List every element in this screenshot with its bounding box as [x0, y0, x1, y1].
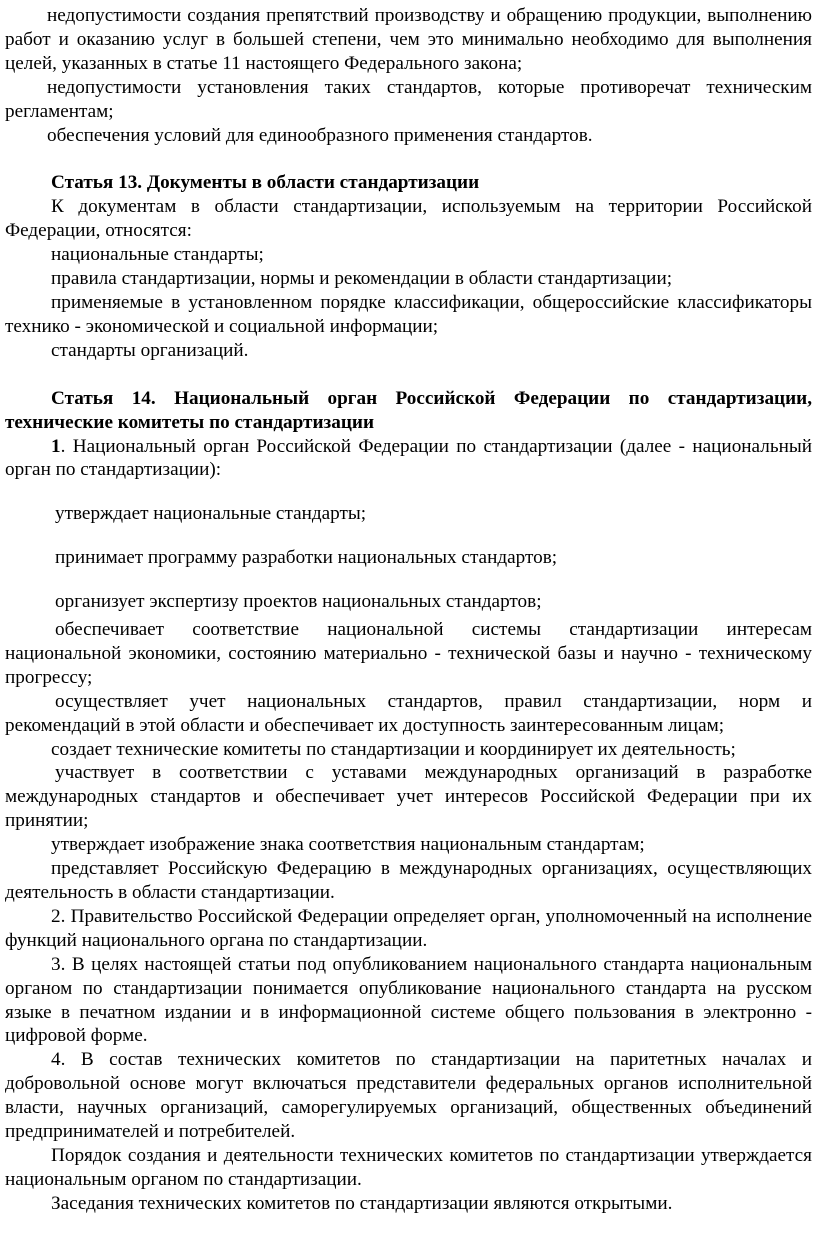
spacer — [5, 147, 812, 171]
spacer — [5, 482, 812, 502]
list-item: принимает программу разработки национальных стандартов; — [55, 547, 558, 569]
list-item: национальные стандарты; — [51, 244, 264, 266]
paragraph: 4. В состав технических комитетов по стандартизации на паритетных началах и добровольной основе могут включаться представители федеральных органов исполнительной власти, научных организаций, саморегулируемых организаций, общественных объединений предпринимателей и потребителей. — [5, 1049, 812, 1143]
spacer — [5, 526, 812, 546]
paragraph: обеспечения условий для единообразного применения стандартов. — [47, 124, 593, 146]
paragraph: недопустимости создания препятствий производству и обращению продукции, выполнению работ и оказанию услуг в большей степени, чем это минимально необходимо для выполнения целей, указанных в статье 11 настоящего Федерального закона; — [5, 5, 812, 74]
list-item: утверждает изображение знака соответствия национальным стандартам; — [51, 834, 645, 856]
list-item: участвует в соответствии с уставами международных организаций в разработке международных стандартов и обеспечивает учет интересов Российской Федерации при их принятии; — [5, 762, 812, 832]
paragraph: 3. В целях настоящей статьи под опубликованием национального стандарта национальным органом по стандартизации понимается опубликование национального стандарта на русском языке в печатном издании и в информационной системе общего пользования в электронно - цифровой форме. — [5, 953, 812, 1047]
list-item: применяемые в установленном порядке классификации, общероссийские классификаторы технико - экономической и социальной информации; — [5, 291, 812, 337]
list-item: организует экспертизу проектов национальных стандартов; — [55, 591, 542, 613]
list-item: обеспечивает соответствие национальной системы стандартизации интересам национальной экономики, состоянию материально - технической базы и научно - техническому прогрессу; — [5, 619, 812, 688]
paragraph-text: . Национальный орган Российской Федерации по стандартизации (далее - национальный орган по стандартизации): — [5, 435, 812, 481]
paragraph — [5, 435, 812, 483]
spacer — [5, 363, 812, 387]
list-item: создает технические комитеты по стандартизации и координирует их деятельность; — [51, 738, 736, 760]
article-13-heading: Статья 13. Документы в области стандартизации — [51, 172, 480, 194]
item-number: 1 — [51, 435, 61, 457]
list-item: правила стандартизации, нормы и рекомендации в области стандартизации; — [51, 268, 673, 290]
paragraph: недопустимости установления таких стандартов, которые противоречат техническим регламентам; — [5, 76, 812, 122]
paragraph: Заседания технических комитетов по стандартизации являются открытыми. — [51, 1192, 673, 1214]
list-item: утверждает национальные стандарты; — [55, 503, 367, 525]
paragraph: 2. Правительство Российской Федерации определяет орган, уполномоченный на исполнение функций национального органа по стандартизации. — [5, 905, 812, 951]
list-item: представляет Российскую Федерацию в международных организациях, осуществляющих деятельность в области стандартизации. — [5, 858, 812, 903]
paragraph: Порядок создания и деятельности технических комитетов по стандартизации утверждается национальным органом по стандартизации. — [5, 1144, 812, 1190]
paragraph: К документам в области стандартизации, используемым на территории Российской Федерации, относятся: — [5, 196, 812, 242]
article-14-heading: Статья 14. Национальный орган Российской Федерации по стандартизации, технические комитеты по стандартизации — [5, 387, 812, 433]
spacer — [5, 570, 812, 590]
list-item: осуществляет учет национальных стандартов, правил стандартизации, норм и рекомендаций в этой области и обеспечивает их доступность заинтересованным лицам; — [5, 690, 812, 736]
list-item: стандарты организаций. — [51, 339, 249, 361]
